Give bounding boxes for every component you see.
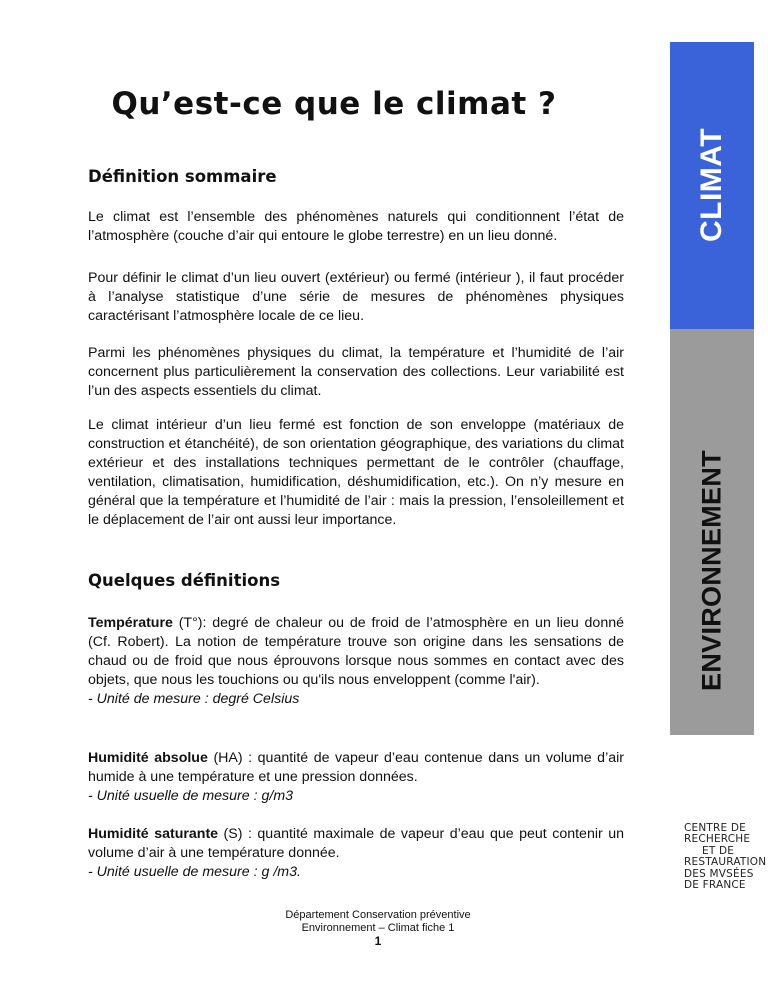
logo-line: RECHERCHE bbox=[684, 833, 751, 846]
logo-line: ET DE bbox=[702, 844, 735, 857]
term-temperature: Température bbox=[88, 615, 173, 631]
footer-department: Département Conservation préventive bbox=[285, 909, 471, 921]
definition-humidite-absolue-text: (HA) : quantité de vapeur d’eau contenue dans un volume d’air humide à une température et une pression données. bbox=[88, 750, 624, 785]
logo-line: CENTRE DE bbox=[684, 822, 747, 834]
definition-humidite-saturante bbox=[88, 825, 624, 882]
c2rmf-logo bbox=[684, 823, 766, 891]
paragraph-climat-interieur: Le climat intérieur d’un lieu fermé est fonction de son enveloppe (matériaux de construction et étanchéité), de son orientation géographique, des variations du climat extérieur et des installations techniques permettant de le contrôler (chauffage, ventilation, climatisation, humidification, déshumidification, etc.). On n’y mesure en général que la température et l’humidité de l’air : mais la pression, l’ensoleillement et le déplacement de l’air ont aussi leur importance. bbox=[88, 417, 624, 528]
unit-temperature: - Unité de mesure : degré Celsius bbox=[88, 691, 300, 707]
sidebar-climat-label: CLIMAT bbox=[695, 127, 728, 243]
paragraph-definition: Le climat est l’ensemble des phénomènes naturels qui conditionnent l’état de l’atmosphère (couche d’air qui entoure le globe terrestre) en un lieu donné. bbox=[88, 209, 624, 244]
logo-line: DE FRANCE bbox=[684, 879, 746, 892]
logo-line: RESTAURATION bbox=[684, 856, 767, 869]
definition-temperature-text: (T°): degré de chaleur ou de froid de l’atmosphère en un lieu donné (Cf. Robert). La notion de température trouve son origine dans les sensations de chaud ou de froid que nous éprouvons lorsque nous sommes en contact avec des objets, que nous les touchions ou qu'ils nous enveloppent (comme l'air). bbox=[88, 615, 624, 688]
page-title: Qu’est-ce que le climat ? bbox=[111, 86, 557, 122]
paragraph-analyse: Pour définir le climat d’un lieu ouvert (extérieur) ou fermé (intérieur ), il faut procéder à l’analyse statistique d’une série de mesures de phénomènes physiques caractérisant l’atmosphère locale de ce lieu. bbox=[88, 270, 624, 324]
section-heading-definitions: Quelques définitions bbox=[88, 571, 281, 590]
unit-humidite-saturante: - Unité usuelle de mesure : g /m3. bbox=[88, 864, 301, 880]
definition-humidite-absolue bbox=[88, 749, 624, 806]
page-footer bbox=[228, 909, 528, 948]
definition-temperature bbox=[88, 614, 624, 709]
section-heading-definition: Définition sommaire bbox=[88, 167, 277, 186]
sidebar-environnement-label: ENVIRONNEMENT bbox=[696, 450, 727, 691]
term-humidite-absolue: Humidité absolue bbox=[88, 750, 208, 766]
page-number: 1 bbox=[374, 934, 382, 948]
paragraph-phenomenes: Parmi les phénomènes physiques du climat, la température et l’humidité de l’air concernent plus particulièrement la conservation des collections. Leur variabilité est l’un des aspects essentiels du climat. bbox=[88, 345, 624, 399]
term-humidite-saturante: Humidité saturante bbox=[88, 826, 219, 842]
footer-fiche: Environnement – Climat fiche 1 bbox=[301, 922, 455, 934]
definition-humidite-saturante-text: (S) : quantité maximale de vapeur d’eau que peut contenir un volume d’air à une température donnée. bbox=[88, 826, 624, 861]
logo-line: DES MVSÉES bbox=[684, 867, 754, 880]
unit-humidite-absolue: - Unité usuelle de mesure : g/m3 bbox=[88, 788, 294, 804]
